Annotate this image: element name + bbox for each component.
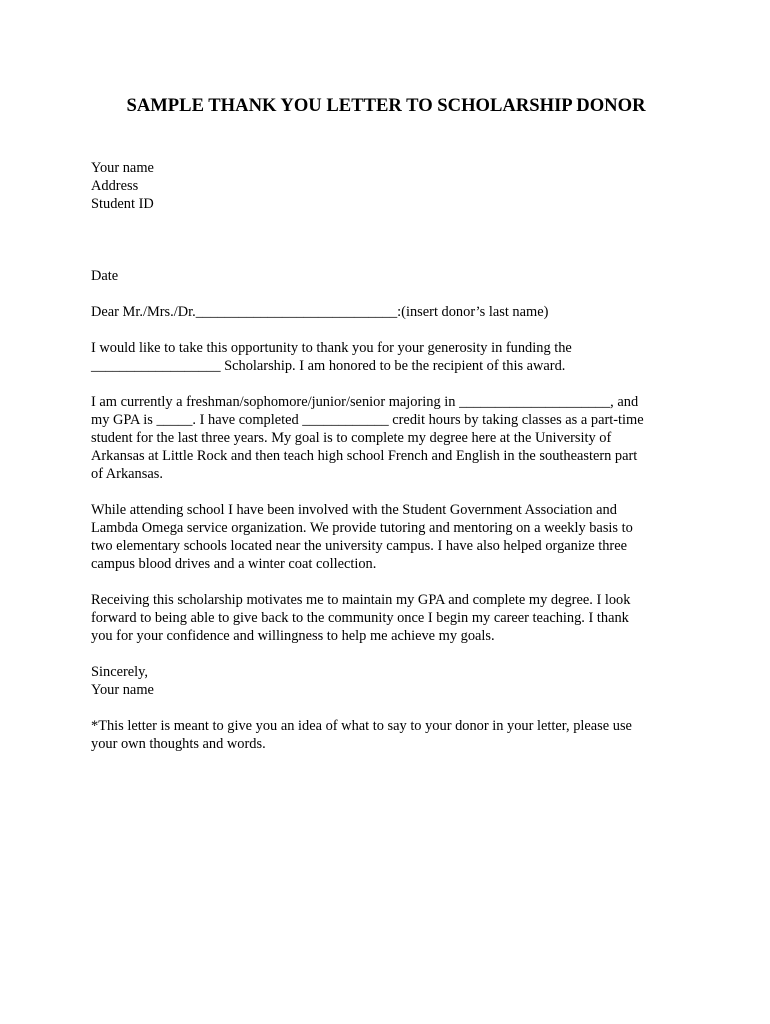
sender-name: Your name	[91, 160, 154, 176]
sender-student-id: Student ID	[91, 196, 154, 212]
letter-body	[91, 95, 691, 753]
footnote	[91, 717, 691, 753]
paragraph-motivation	[91, 591, 691, 645]
paragraph-line: Receiving this scholarship motivates me to maintain my GPA and complete my degree. I look	[91, 592, 631, 608]
paragraph-line: my GPA is _____. I have completed ____________ credit hours by taking classes as a part-time	[91, 412, 644, 428]
salutation-text: Dear Mr./Mrs./Dr.____________________________:(insert donor’s last name)	[91, 304, 549, 320]
paragraph-involvement	[91, 501, 691, 573]
document-title: SAMPLE THANK YOU LETTER TO SCHOLARSHIP DONOR	[126, 95, 646, 116]
paragraph-line: of Arkansas.	[91, 466, 163, 482]
footnote-line: *This letter is meant to give you an idea of what to say to your donor in your letter, please use	[91, 718, 632, 734]
closing-sincerely: Sincerely,	[91, 664, 149, 680]
paragraph-line: student for the last three years. My goal is to complete my degree here at the University of	[91, 430, 612, 446]
sender-block	[91, 159, 691, 213]
closing	[91, 663, 691, 699]
paragraph-line: you for your confidence and willingness to help me achieve my goals.	[91, 628, 495, 644]
footnote-line: your own thoughts and words.	[91, 736, 266, 752]
paragraph-line: Lambda Omega service organization. We provide tutoring and mentoring on a weekly basis to	[91, 520, 633, 536]
paragraph-line: __________________ Scholarship. I am honored to be the recipient of this award.	[91, 358, 566, 374]
paragraph-line: campus blood drives and a winter coat collection.	[91, 556, 377, 572]
date-line	[91, 267, 691, 285]
paragraph-line: I am currently a freshman/sophomore/junior/senior majoring in _____________________, and	[91, 394, 639, 410]
closing-name: Your name	[91, 682, 154, 698]
paragraph-thanks	[91, 339, 691, 375]
paragraph-line: While attending school I have been involved with the Student Government Association and	[91, 502, 617, 518]
paragraph-line: forward to being able to give back to the community once I begin my career teaching. I thank	[91, 610, 629, 626]
sender-address: Address	[91, 178, 139, 194]
paragraph-line: I would like to take this opportunity to thank you for your generosity in funding the	[91, 340, 572, 356]
paragraph-academics	[91, 393, 691, 483]
paragraph-line: Arkansas at Little Rock and then teach high school French and English in the southeastern part	[91, 448, 638, 464]
date-text: Date	[91, 268, 119, 284]
salutation	[91, 303, 691, 321]
paragraph-line: two elementary schools located near the university campus. I have also helped organize three	[91, 538, 627, 554]
